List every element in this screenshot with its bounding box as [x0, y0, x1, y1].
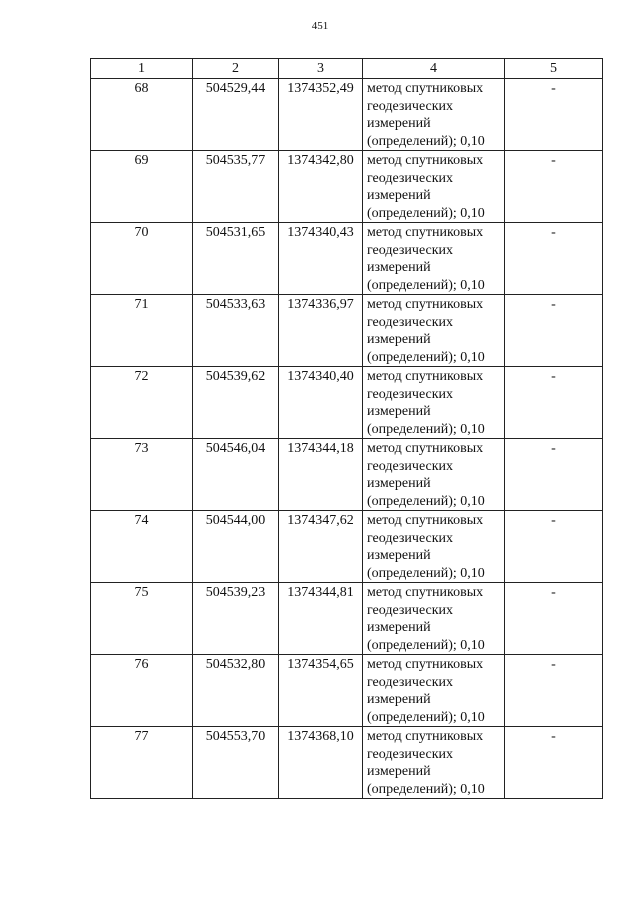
coordinate-y-cell: 1374347,62 [279, 511, 363, 583]
column-5-cell: - [505, 655, 603, 727]
method-line: (определений); 0,10 [367, 565, 485, 581]
method-line: метод спутниковых [367, 153, 484, 168]
method-line: метод спутниковых [367, 297, 484, 312]
method-line: метод спутниковых [367, 225, 484, 240]
method-line: метод спутниковых [367, 585, 484, 600]
table-row [91, 79, 603, 151]
column-5-cell: - [505, 367, 603, 439]
column-5-cell: - [505, 439, 603, 511]
method-line: измерений [367, 476, 431, 491]
method-cell [363, 79, 505, 151]
method-cell [363, 727, 505, 799]
coordinate-y-cell: 1374368,10 [279, 727, 363, 799]
method-line: (определений); 0,10 [367, 709, 485, 725]
point-number-cell: 75 [91, 583, 193, 655]
method-line: метод спутниковых [367, 729, 484, 744]
table-row [91, 223, 603, 295]
method-line: геодезических [367, 386, 454, 402]
method-line: геодезических [367, 530, 454, 546]
method-cell [363, 367, 505, 439]
column-header-4: 4 [363, 59, 505, 79]
method-line: (определений); 0,10 [367, 133, 485, 149]
coordinate-x-cell: 504539,62 [193, 367, 279, 439]
coordinate-x-cell: 504539,23 [193, 583, 279, 655]
coordinate-x-cell: 504553,70 [193, 727, 279, 799]
column-header-3: 3 [279, 59, 363, 79]
coordinate-x-cell: 504529,44 [193, 79, 279, 151]
coordinates-table [90, 58, 603, 799]
coordinate-x-cell: 504546,04 [193, 439, 279, 511]
method-line: измерений [367, 692, 431, 707]
method-line: измерений [367, 116, 431, 131]
column-5-cell: - [505, 151, 603, 223]
method-line: (определений); 0,10 [367, 781, 485, 797]
coordinate-x-cell: 504532,80 [193, 655, 279, 727]
method-line: метод спутниковых [367, 657, 484, 672]
column-header-1: 1 [91, 59, 193, 79]
method-line: метод спутниковых [367, 441, 484, 456]
method-line: метод спутниковых [367, 81, 484, 96]
method-line: метод спутниковых [367, 369, 484, 384]
method-line: измерений [367, 764, 431, 779]
table-body [91, 79, 603, 799]
method-line: (определений); 0,10 [367, 421, 485, 437]
method-line: геодезических [367, 746, 454, 762]
table-row [91, 655, 603, 727]
point-number-cell: 74 [91, 511, 193, 583]
table-row [91, 367, 603, 439]
method-line: измерений [367, 260, 431, 275]
point-number-cell: 73 [91, 439, 193, 511]
method-cell [363, 583, 505, 655]
column-header-5: 5 [505, 59, 603, 79]
method-cell [363, 295, 505, 367]
coordinate-y-cell: 1374344,81 [279, 583, 363, 655]
method-line: измерений [367, 332, 431, 347]
table-header-row [91, 59, 603, 79]
point-number-cell: 76 [91, 655, 193, 727]
table-row [91, 151, 603, 223]
point-number-cell: 71 [91, 295, 193, 367]
method-line: измерений [367, 188, 431, 203]
coordinate-y-cell: 1374352,49 [279, 79, 363, 151]
point-number-cell: 68 [91, 79, 193, 151]
coordinate-x-cell: 504544,00 [193, 511, 279, 583]
point-number-cell: 70 [91, 223, 193, 295]
method-cell [363, 655, 505, 727]
method-cell [363, 439, 505, 511]
coordinate-y-cell: 1374340,43 [279, 223, 363, 295]
method-line: измерений [367, 620, 431, 635]
table-row [91, 295, 603, 367]
method-cell [363, 223, 505, 295]
method-line: геодезических [367, 458, 454, 474]
method-line: геодезических [367, 170, 454, 186]
table-row [91, 727, 603, 799]
table-row [91, 439, 603, 511]
coordinate-x-cell: 504531,65 [193, 223, 279, 295]
method-line: измерений [367, 548, 431, 563]
method-cell [363, 511, 505, 583]
column-5-cell: - [505, 583, 603, 655]
method-line: (определений); 0,10 [367, 277, 485, 293]
table-row [91, 511, 603, 583]
coordinate-y-cell: 1374342,80 [279, 151, 363, 223]
coordinate-y-cell: 1374340,40 [279, 367, 363, 439]
column-5-cell: - [505, 727, 603, 799]
method-line: (определений); 0,10 [367, 349, 485, 365]
method-line: (определений); 0,10 [367, 637, 485, 653]
column-5-cell: - [505, 223, 603, 295]
coordinate-y-cell: 1374336,97 [279, 295, 363, 367]
page-number: 451 [311, 20, 329, 32]
point-number-cell: 72 [91, 367, 193, 439]
method-line: метод спутниковых [367, 513, 484, 528]
coordinate-y-cell: 1374344,18 [279, 439, 363, 511]
method-line: (определений); 0,10 [367, 493, 485, 509]
table-row [91, 583, 603, 655]
point-number-cell: 69 [91, 151, 193, 223]
method-line: геодезических [367, 242, 454, 258]
method-line: геодезических [367, 98, 454, 114]
method-line: (определений); 0,10 [367, 205, 485, 221]
coordinate-x-cell: 504535,77 [193, 151, 279, 223]
method-line: геодезических [367, 314, 454, 330]
column-5-cell: - [505, 79, 603, 151]
column-5-cell: - [505, 295, 603, 367]
coordinate-y-cell: 1374354,65 [279, 655, 363, 727]
method-line: геодезических [367, 674, 454, 690]
point-number-cell: 77 [91, 727, 193, 799]
coordinate-x-cell: 504533,63 [193, 295, 279, 367]
column-header-2: 2 [193, 59, 279, 79]
method-cell [363, 151, 505, 223]
column-5-cell: - [505, 511, 603, 583]
method-line: геодезических [367, 602, 454, 618]
method-line: измерений [367, 404, 431, 419]
